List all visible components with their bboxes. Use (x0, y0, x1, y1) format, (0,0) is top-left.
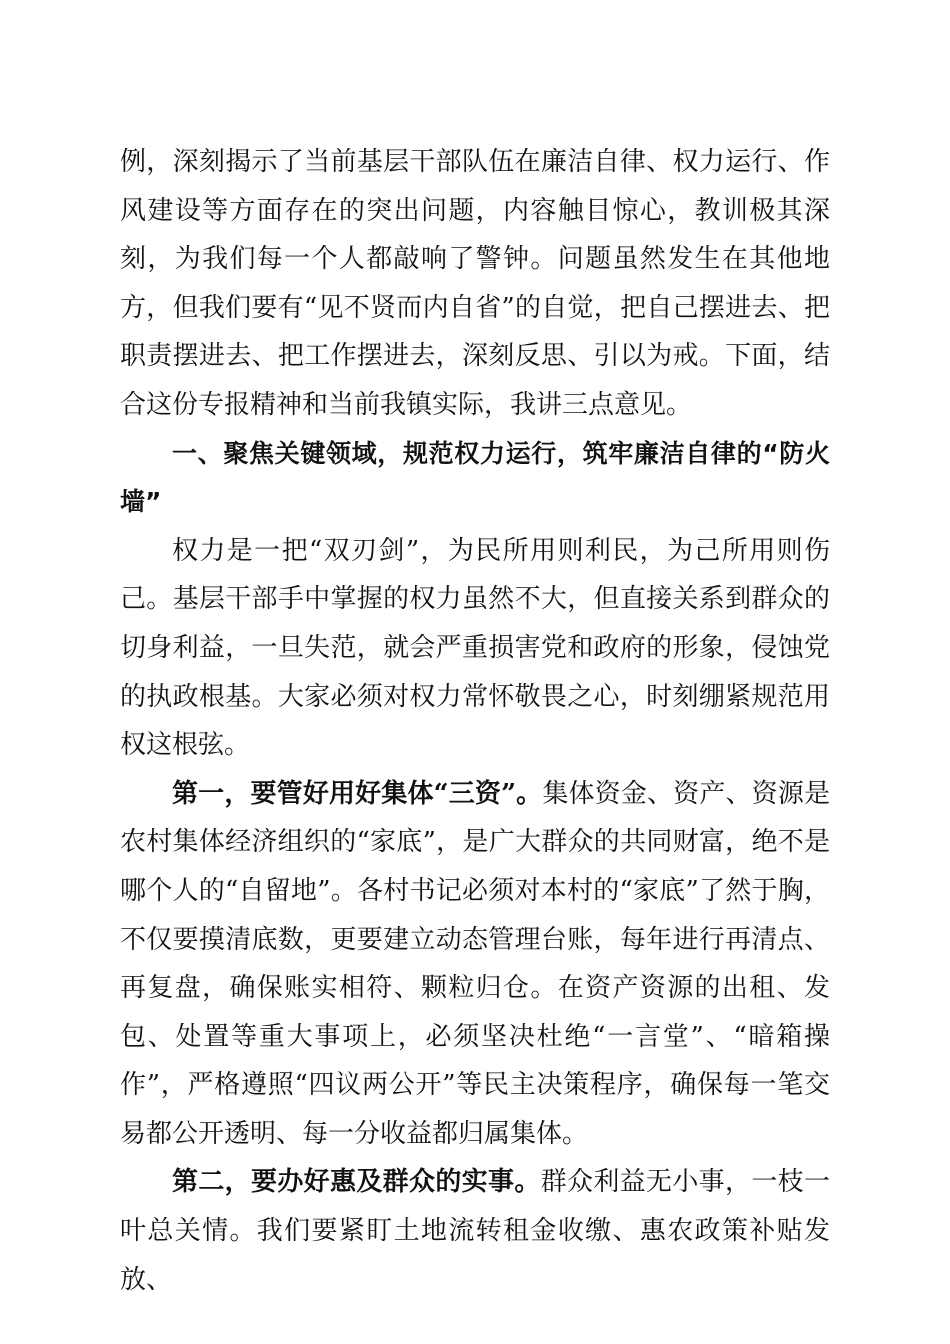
paragraph-power: 权力是一把“双刃剑”，为民所用则利民，为己所用则伤己。基层干部手中掌握的权力虽然不大，但直接关系到群众的切身利益，一旦失范，就会严重损害党和政府的形象，侵蚀党的执政根基。大家必须对权力常怀敬畏之心，时刻绷紧规范用权这根弦。 (120, 535, 830, 761)
second-point-lead: 第二，要办好惠及群众的实事。 (172, 1167, 541, 1198)
paragraph-intro-continuation: 例，深刻揭示了当前基层干部队伍在廉洁自律、权力运行、作风建设等方面存在的突出问题，内容触目惊心，教训极其深刻，为我们每一个人都敲响了警钟。问题虽然发生在其他地方，但我们要有“见不贤而内自省”的自觉，把自己摆进去、把职责摆进去、把工作摆进去，深刻反思、引以为戒。下面，结合这份专报精神和当前我镇实际，我讲三点意见。 (120, 147, 830, 420)
section-heading-1: 一、聚焦关键领域，规范权力运行，筑牢廉洁自律的“防火墙” (120, 438, 830, 517)
paragraph-first-point (120, 770, 830, 1159)
paragraph-second-point (120, 1158, 830, 1304)
first-point-body: 集体资金、资产、资源是农村集体经济组织的“家底”，是广大群众的共同财富，绝不是哪个人的“自留地”。各村书记必须对本村的“家底”了然于胸，不仅要摸清底数，更要建立动态管理台账，每年进行再清点、再复盘，确保账实相符、颗粒归仓。在资产资源的出租、发包、处置等重大事项上，必须坚决杜绝“一言堂”、“暗箱操作”，严格遵照“四议两公开”等民主决策程序，确保每一笔交易都公开透明、每一分收益都归属集体。 (120, 778, 830, 1149)
document-body (120, 138, 830, 1304)
first-point-lead: 第一，要管好用好集体“三资”。 (172, 778, 543, 809)
second-point-body: 群众利益无小事，一枝一叶总关情。我们要紧盯土地流转租金收缴、惠农政策补贴发放、 (120, 1167, 830, 1295)
